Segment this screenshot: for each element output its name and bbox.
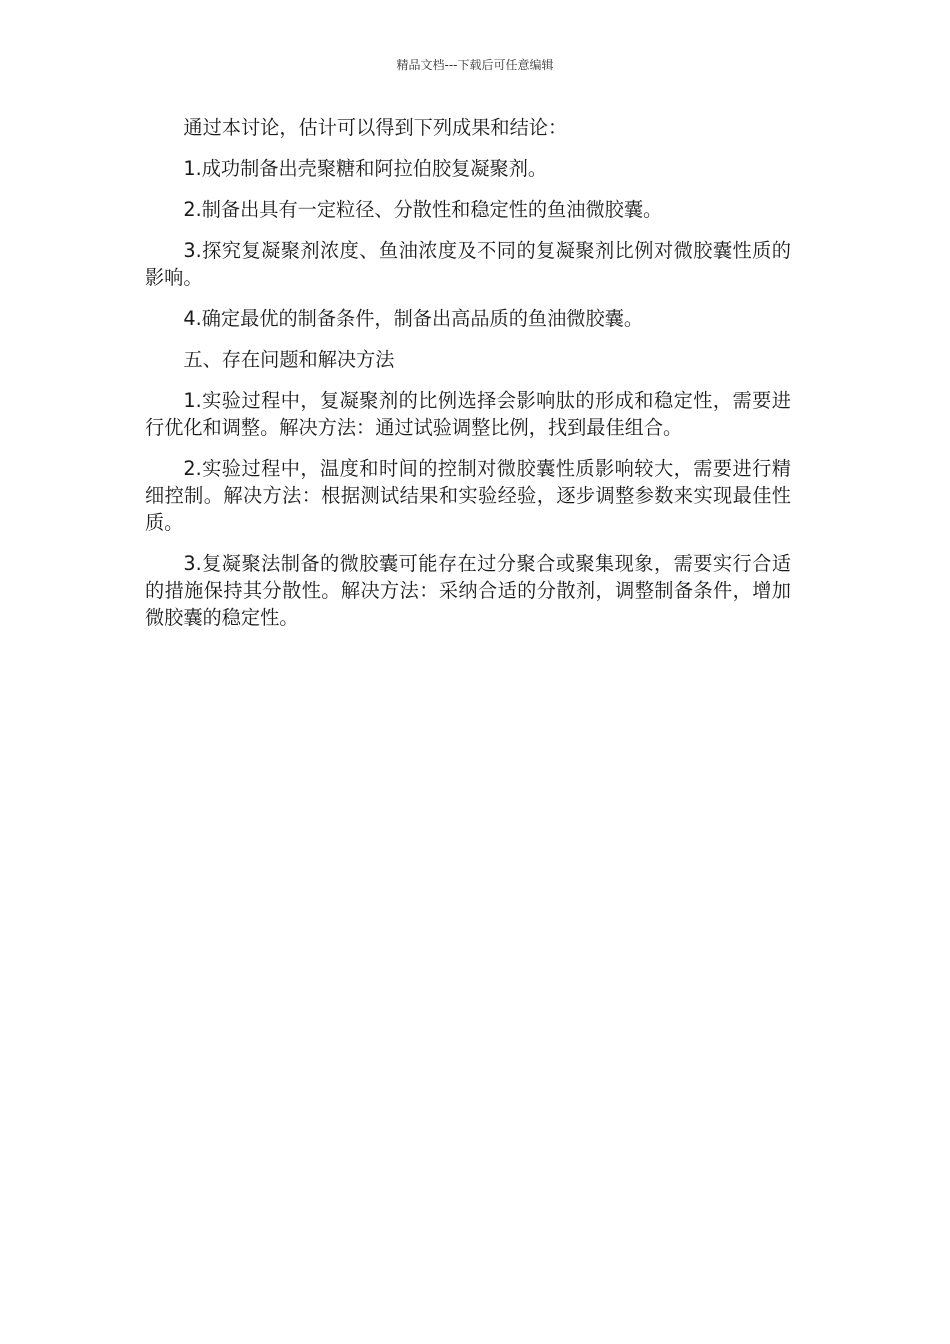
result-item-4: 4.确定最优的制备条件，制备出高品质的鱼油微胶囊。 bbox=[183, 307, 644, 330]
document-body bbox=[145, 114, 791, 645]
page-header: 精品文档---下载后可任意编辑 bbox=[396, 58, 554, 72]
result-item-2: 2.制备出具有一定粒径、分散性和稳定性的鱼油微胶囊。 bbox=[183, 198, 663, 221]
result-item-3: 3.探究复凝聚剂浓度、鱼油浓度及不同的复凝聚剂比例对微胶囊性质的影响。 bbox=[145, 239, 791, 289]
problem-item-2: 2.实验过程中，温度和时间的控制对微胶囊性质影响较大，需要进行精细控制。解决方法：根据测试结果和实验经验，逐步调整参数来实现最佳性质。 bbox=[145, 457, 791, 534]
paragraph-intro: 通过本讨论，估计可以得到下列成果和结论： bbox=[183, 116, 568, 139]
problem-item-1: 1.实验过程中，复凝聚剂的比例选择会影响肽的形成和稳定性，需要进行优化和调整。解决方法：通过试验调整比例，找到最佳组合。 bbox=[145, 389, 791, 439]
result-item-1: 1.成功制备出壳聚糖和阿拉伯胶复凝聚剂。 bbox=[183, 157, 548, 180]
section-heading-problems: 五、存在问题和解决方法 bbox=[183, 348, 395, 371]
problem-item-3: 3.复凝聚法制备的微胶囊可能存在过分聚合或聚集现象，需要实行合适的措施保持其分散性。解决方法：采纳合适的分散剂，调整制备条件，增加微胶囊的稳定性。 bbox=[145, 552, 791, 629]
